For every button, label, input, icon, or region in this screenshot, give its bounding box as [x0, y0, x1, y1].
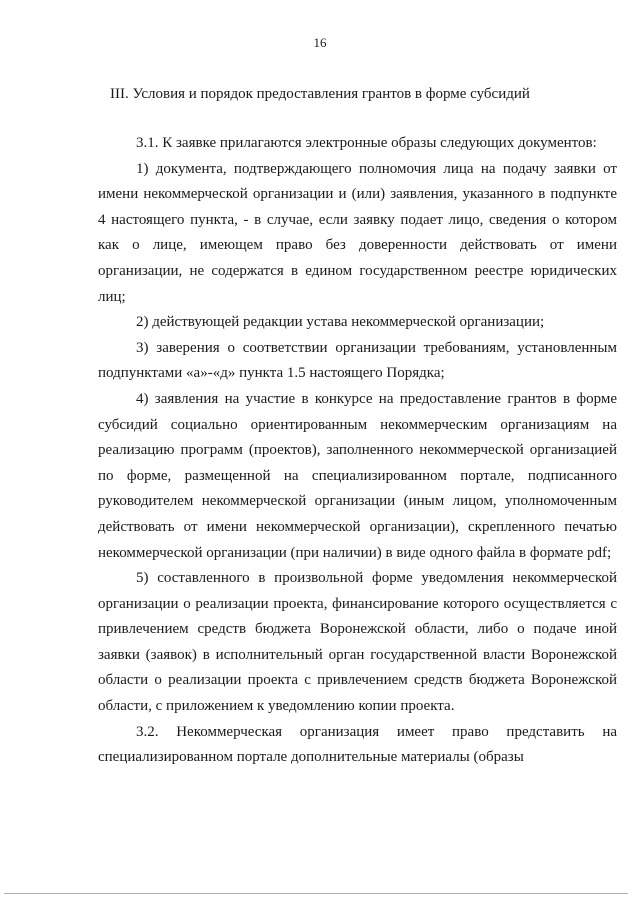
paragraph-item-5: 5) составленного в произвольной форме уведомления некоммерческой организации о реализации проекта, финансирование которого осуществляется с привлечением средств бюджета Воронежской области, либо о подаче иной заявки (заявок) в исполнительный орган государственной власти Воронежской области о реализации проекта с привлечением средств бюджета Воронежской области, с приложением к уведомлению копии проекта. [98, 570, 617, 715]
paragraph-item-2: 2) действующей редакции устава некоммерческой организации; [136, 314, 545, 331]
paragraph-item-4: 4) заявления на участие в конкурсе на предоставление грантов в форме субсидий социально ориентированным некоммерческим организациям на реализацию программ (проектов), заполненного некоммерческой организацией по форме, размещенной на специализированном портале, подписанного руководителем некоммерческой организации (иным лицом, уполномоченным действовать от имени некоммерческой организации), скрепленного печатью некоммерческой организации (при наличии) в виде одного файла в формате pdf; [98, 390, 617, 561]
page-edge-line [4, 893, 628, 894]
section-title: III. Условия и порядок предоставления грантов в форме субсидий [110, 86, 530, 102]
paragraph-3-2: 3.2. Некоммерческая организация имеет право представить на специализированном портале дополнительные материалы (образы [98, 723, 617, 766]
paragraph-3-1: 3.1. К заявке прилагаются электронные образы следующих документов: [136, 135, 597, 151]
page-number: 16 [313, 35, 327, 50]
paragraph-item-1: 1) документа, подтверждающего полномочия лица на подачу заявки от имени некоммерческой организации и (или) заявления, указанного в подпункте 4 настоящего пункта, - в случае, если заявку подает лицо, сведения о котором как о лице, имеющем право без доверенности действовать от имени организации, не содержатся в едином государственном реестре юридических лиц; [98, 160, 617, 305]
paragraph-item-3: 3) заверения о соответствии организации требованиям, установленным подпунктами «а»-«д» пункта 1.5 настоящего Порядка; [98, 339, 617, 382]
document-body [98, 131, 617, 771]
